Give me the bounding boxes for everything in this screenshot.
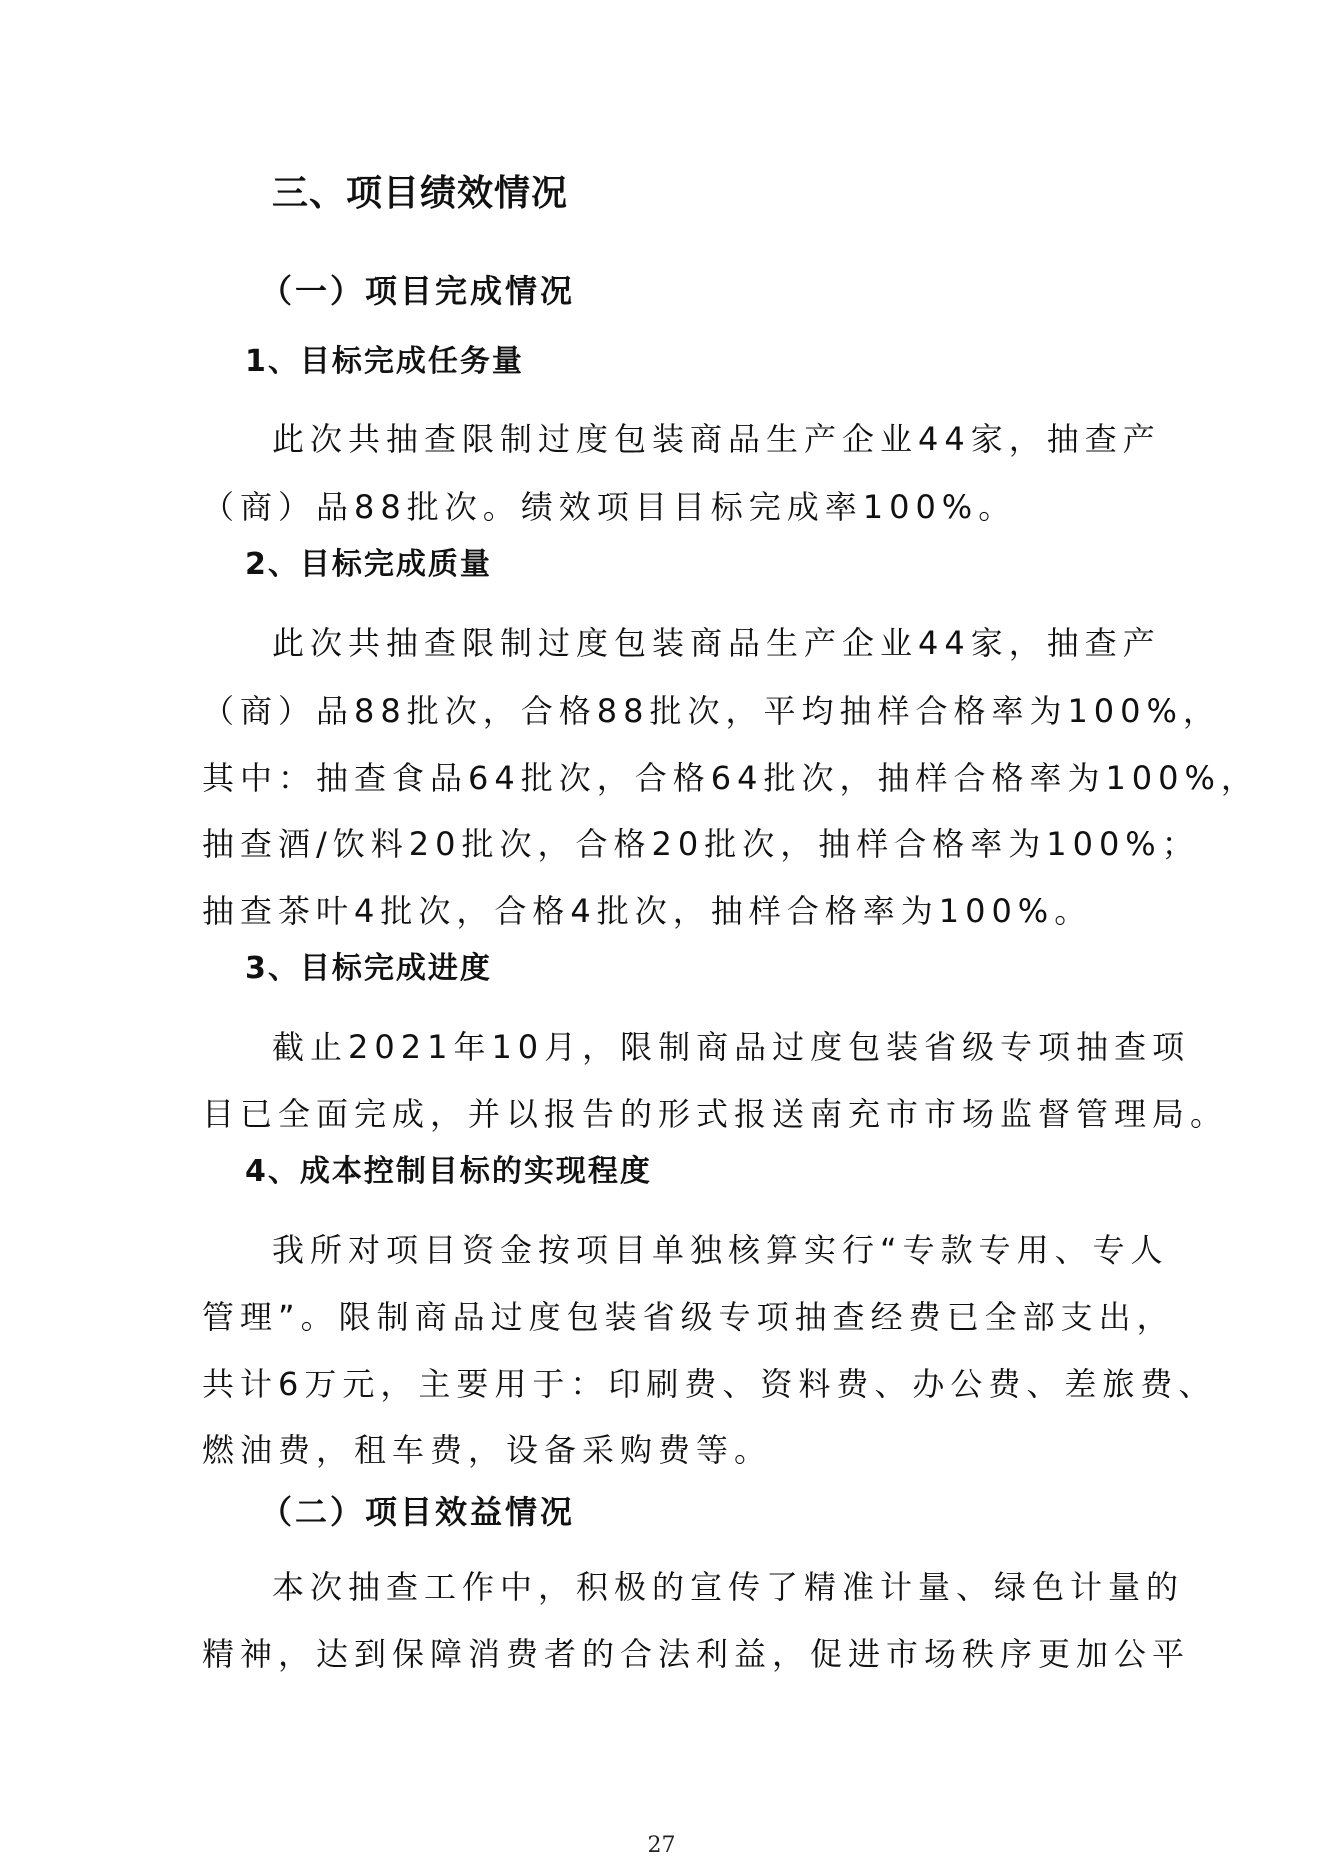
item2-title: 2、目标完成质量	[245, 547, 492, 582]
item2-line-1: 此次共抽查限制过度包装商品生产企业44家，抽查产	[272, 624, 1161, 662]
item3-line-1: 截止2021年10月，限制商品过度包装省级专项抽查项	[272, 1028, 1191, 1066]
section-title: 三、项目绩效情况	[272, 173, 569, 214]
item3-line-2: 目已全面完成，并以报告的形式报送南充市市场监督管理局。	[202, 1095, 1229, 1133]
page-number: 27	[647, 1833, 676, 1858]
item4-line-1: 我所对项目资金按项目单独核算实行“专款专用、专人	[272, 1231, 1169, 1269]
item1-line-1: 此次共抽查限制过度包装商品生产企业44家，抽查产	[272, 420, 1161, 458]
item2-line-5: 抽查茶叶4批次，合格4批次，抽样合格率为100%。	[202, 892, 1093, 930]
part1-title: （一）项目完成情况	[260, 272, 576, 310]
part2-line-1: 本次抽查工作中，积极的宣传了精准计量、绿色计量的	[272, 1568, 1185, 1606]
part2-title: （二）项目效益情况	[260, 1493, 576, 1531]
item1-title: 1、目标完成任务量	[245, 344, 524, 379]
item4-line-2: 管理”。限制商品过度包装省级专项抽查经费已全部支出，	[202, 1298, 1175, 1336]
item2-line-2: （商）品88批次，合格88批次，平均抽样合格率为100%，	[202, 692, 1221, 730]
item2-line-3: 其中：抽查食品64批次，合格64批次，抽样合格率为100%，	[202, 759, 1259, 797]
item4-line-3: 共计6万元，主要用于：印刷费、资料费、办公费、差旅费、	[202, 1365, 1217, 1403]
item1-line-2: （商）品88批次。绩效项目目标完成率100%。	[202, 488, 1017, 526]
item3-title: 3、目标完成进度	[245, 951, 492, 986]
item4-title: 4、成本控制目标的实现程度	[245, 1154, 652, 1189]
item4-line-4: 燃油费，租车费，设备采购费等。	[202, 1431, 773, 1469]
item2-line-4: 抽查酒/饮料20批次，合格20批次，抽样合格率为100%；	[202, 825, 1200, 863]
part2-line-2: 精神，达到保障消费者的合法利益，促进市场秩序更加公平	[202, 1635, 1191, 1673]
